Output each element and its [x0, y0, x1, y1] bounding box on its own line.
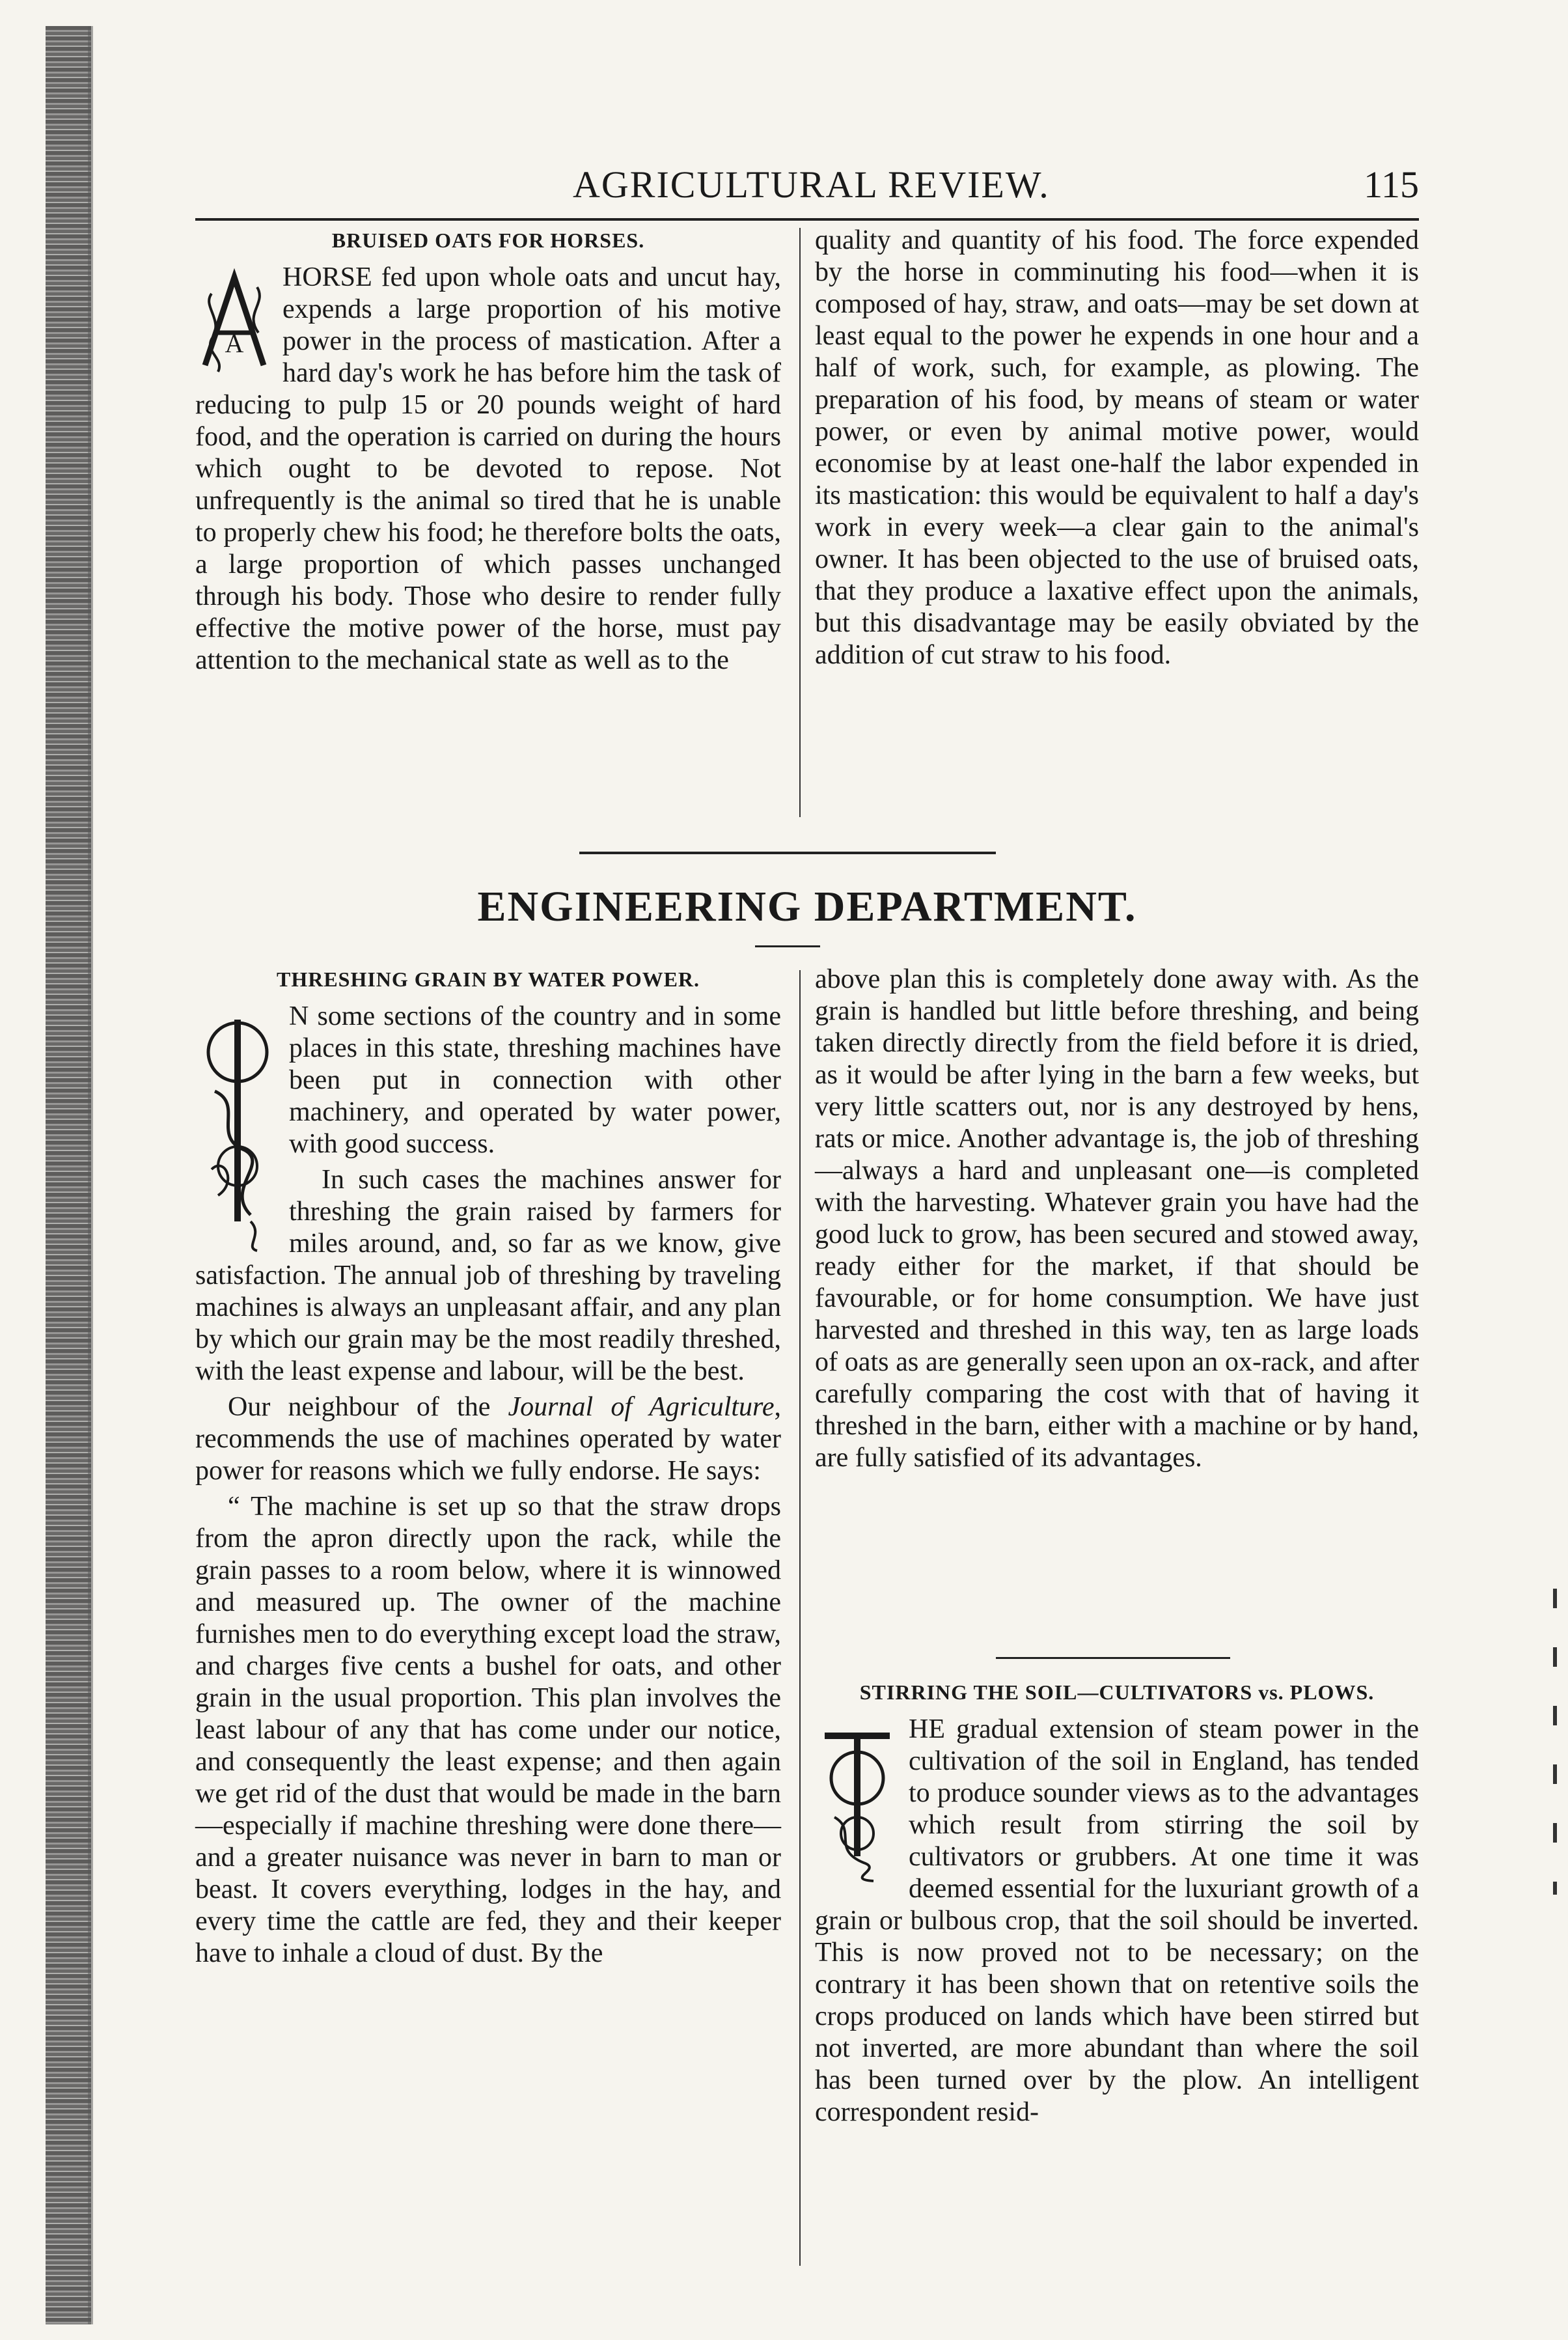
article2-paragraph3: [195, 1391, 781, 1487]
section-rule: [579, 852, 996, 854]
article3: [815, 1677, 1419, 2132]
header-rule: [195, 218, 1419, 221]
article2-text-col2: above plan this is completely done away with. As the grain is handled but little before threshing, and being taken directly directly from the field before it is dried, as it would be after lying in the barn a few weeks, but very little scatters out, nor is any destroyed by hens, rats or mice. Another advantage is, the job of threshing—always a hard and unpleasant one—is completed with the harvesting. Whatever grain you have had the good luck to grow, has been secured and stowed away, ready either for the market, if that should be favourable, or for home consumption. We have just harvested and threshed in this way, ten as large loads of oats as are generally seen upon an ox-rack, and after carefully comparing the cost with that of having it threshed in the barn, either with a machine or by hand, are fully satisfied of its advantages.: [815, 964, 1419, 1473]
article1-text-col2: quality and quantity of his food. The force expended by the horse in comminuting his food—when it is composed of hay, straw, and oats—may be set down at least equal to the power he expends in one hour and a half of work, such, for example, as plowing. The preparation of his food, by means of steam or water power, or even by animal motive power, would economise by at least one-half the labor expended in its mastication: this would be equivalent to half a day's work in every week—a clear gain to the animal's owner. It has been objected to the use of bruised oats, that they produce a laxative effect upon the animals, but this disadvantage may be easily obviated by the addition of cut straw to his food.: [815, 225, 1419, 670]
binding-shadow: [88, 26, 93, 2324]
article1-col1: [195, 225, 781, 680]
page-number: 115: [1364, 163, 1419, 206]
journal-title: AGRICULTURAL REVIEW.: [573, 163, 1050, 206]
ornate-a-icon: [199, 268, 270, 378]
book-binding-edge: [46, 26, 91, 2324]
article3-rule: [996, 1657, 1230, 1659]
article1-dropcap: [195, 264, 273, 382]
article1-heading: BRUISED OATS FOR HORSES.: [331, 229, 645, 252]
article2-dropcap: [195, 1003, 280, 1257]
article3-dropcap: [815, 1716, 900, 1886]
article3-heading: STIRRING THE SOIL—CULTIVATORS vs. PLOWS.: [859, 1680, 1375, 1704]
section-title: ENGINEERING DEPARTMENT.: [477, 883, 1137, 930]
article2-heading: THRESHING GRAIN BY WATER POWER.: [276, 968, 700, 991]
column-divider-bottom: [799, 970, 801, 2266]
svg-text:A: A: [225, 329, 244, 358]
article2-paragraph2: In such cases the machines answer for threshing the grain raised by farmers for miles around, and, so far as we know, give satisfaction. The annual job of threshing by traveling machines is always an unpleasant affair, and any plan by which our grain may be the most readily threshed, with the least expense and labour, will be the best.: [195, 1165, 781, 1386]
article2-col2: [815, 964, 1419, 1478]
article2-col1: [195, 964, 781, 1973]
column-divider-top: [799, 228, 801, 817]
journal-name: Journal of Agriculture: [508, 1392, 775, 1422]
article2-quote: “ The machine is set up so that the straw drops from the apron directly upon the rack, while the grain passes to a room below, where it is winnowed and measured up. The owner of the machine furnishes men to do everything except load the straw, and charges five cents a bushel for oats, and other grain in the usual proportion. This plan involves the least labour of any that has come under our notice, and consequently the least expense; and then again we get rid of the dust that would be made in the barn—especially if machine threshing were done there—and a greater nuisance was never in barn to man or beast. It covers everything, lodges in the hay, and every time the cattle are fed, they and their keeper have to inhale a cloud of dust. By the: [195, 1492, 781, 1968]
article1-col2: [815, 225, 1419, 675]
margin-marks: [1553, 1589, 1557, 1895]
article2-p3-before: Our neighbour of the: [228, 1392, 508, 1422]
running-head: [195, 156, 1419, 215]
ornate-t-icon: [818, 1720, 896, 1882]
article1-text-col1: HORSE fed upon whole oats and uncut hay, expends a large proportion of his motive power in the process of mastication. After a hard day's work he has before him the task of reducing to pulp 15 or 20 pounds weight of hard food, and the operation is carried on during the hours which ought to be devoted to repose. Not unfrequently is the animal so tired that he is unable to properly chew his food; he therefore bolts the oats, a large proportion of which passes unchanged through his body. Those who desire to render fully effective the motive power of the horse, must pay attention to the mechanical state as well as to the: [195, 262, 781, 675]
article2-paragraph1: N some sections of the country and in some places in this state, threshing machines have been put in connection with other machinery, and operated by water power, with good success.: [289, 1001, 781, 1159]
ornate-i-icon: [199, 1007, 277, 1254]
article2-p3-after: , recommends the use of machines operated by water power for reasons which we fully endorse. He says:: [195, 1392, 781, 1486]
section-short-rule: [755, 945, 820, 947]
article3-text: HE gradual extension of steam power in the cultivation of the soil in England, has tended to produce sounder views as to the advantages which result from stirring the soil by cultivators or grubbers. At one time it was deemed essential for the luxuriant growth of a grain or bulbous crop, that the soil should be inverted. This is now proved not to be necessary; on the contrary it has been shown that on retentive soils the crops produced on lands which have been stirred but not inverted, are more abundant than where the soil has been turned over by the plow. An intelligent correspondent resid-: [815, 1714, 1419, 2127]
